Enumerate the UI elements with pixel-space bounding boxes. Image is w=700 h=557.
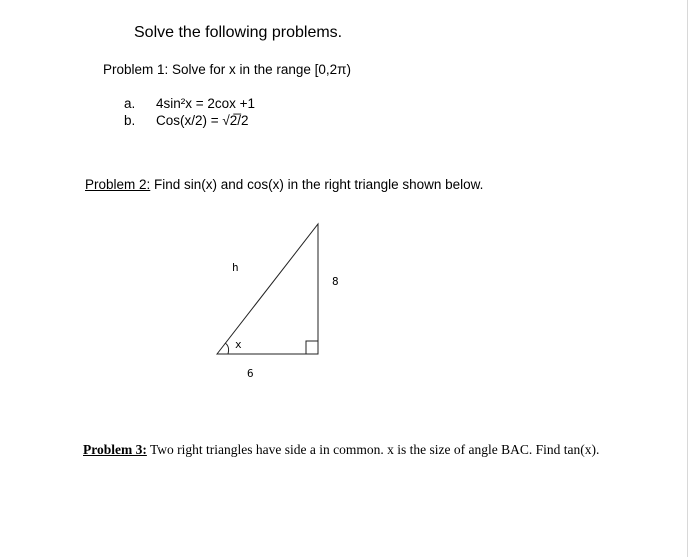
- hypotenuse-label: h: [232, 261, 239, 274]
- problem-2-text: Find sin(x) and cos(x) in the right triangle shown below.: [150, 177, 484, 192]
- problem-1-prompt: Problem 1: Solve for x in the range [0,2π): [103, 62, 351, 77]
- angle-label: x: [235, 338, 242, 351]
- problem-1-item-b-label: b.: [124, 113, 136, 128]
- problem-1-item-a-text: 4sin²x = 2cox +1: [156, 96, 256, 111]
- page-heading: Solve the following problems.: [134, 24, 343, 41]
- triangle-outline: [217, 224, 318, 354]
- right-angle-marker: [306, 341, 318, 354]
- problem-1-item-b-text: Cos(x/2) = √2̅/2: [156, 113, 249, 128]
- angle-arc: [225, 343, 229, 354]
- problem-2-label: Problem 2:: [85, 177, 151, 192]
- base-label: 6: [247, 367, 254, 380]
- problem-3-prompt: [83, 442, 599, 458]
- problem-1-item-a-label: a.: [124, 96, 136, 111]
- problem-3-text: Two right triangles have side a in common. x is the size of angle BAC. Find tan(x).: [146, 442, 600, 457]
- problem-3-label: Problem 3:: [83, 442, 147, 457]
- vertical-leg-label: 8: [332, 275, 339, 288]
